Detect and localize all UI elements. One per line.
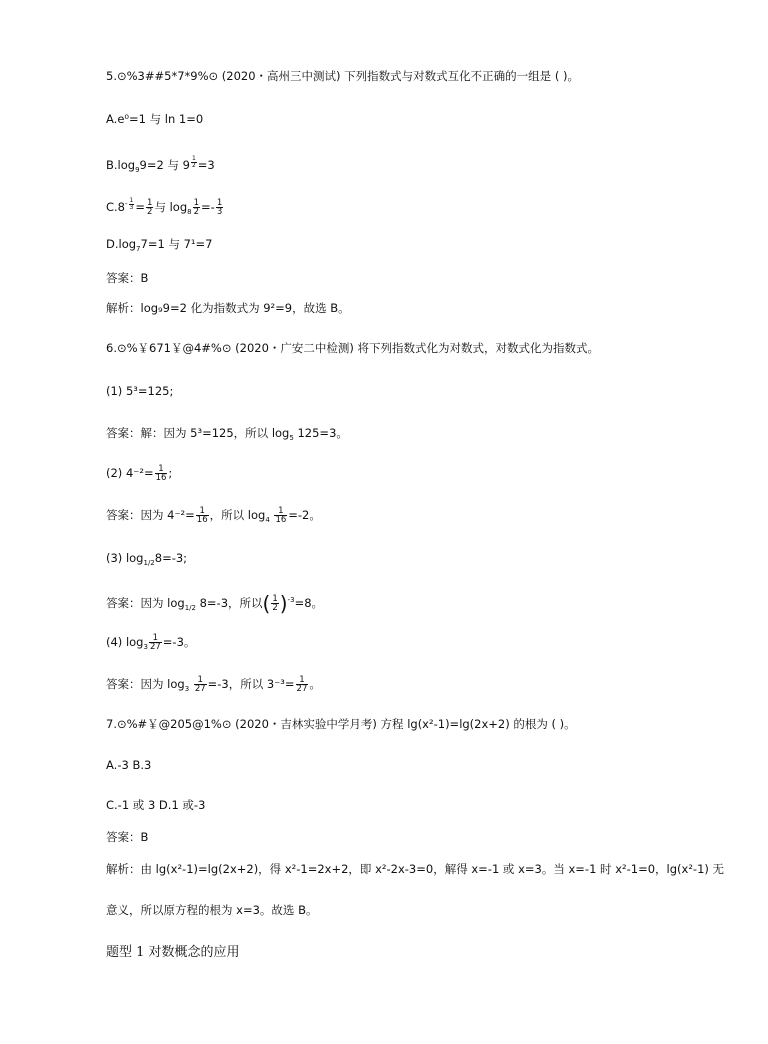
q6-answer-4: 答案：因为 $\log_3$ $\frac{1}{27}$ =-3，所以 3⁻³= $\frac{1}{27}$ 。 (106, 675, 321, 694)
q5-stem: 5.⊙%3##5*7*9%⊙ (2020・高州三中测试) 下列指数式与对数式互化不正确的一组是 ( )。 (106, 69, 579, 83)
q7-options-ab: A.-3 B.3 (106, 758, 152, 772)
q7-stem: 7.⊙%#￥@205@1%⊙ (2020・吉林实验中学月考) 方程 lg(x²-1)=lg(2x+2) 的根为 ( )。 (106, 717, 576, 731)
q5-analysis: 解析：log₉9=2 化为指数式为 9²=9，故选 B。 (106, 301, 350, 315)
q7-analysis-line-1: 解析：由 lg(x²-1)=lg(2x+2)，得 x²-1=2x+2，即 x²-2x-3=0，解得 x=-1 或 x=3。当 x=-1 时 x²-1=0，lg(x²-1) 无 (106, 862, 725, 876)
q6-part-2: (2) 4⁻²= $\frac{1}{16}$ ; (106, 464, 173, 483)
q6-stem: 6.⊙%￥671￥@4#%⊙ (2020・广安二中检测) 将下列指数式化为对数式，对数式化为指数式。 (106, 341, 600, 355)
q5-option-b: $B.\log_99=2$ 与 9 $^{\frac{1}{2}}$ =3 (106, 154, 215, 174)
q7-options-cd: C.-1 或 3 D.1 或-3 (106, 798, 206, 812)
section-heading: 题型 1 对数概念的应用 (106, 945, 240, 960)
q7-analysis-line-2: 意义，所以原方程的根为 x=3。故选 B。 (106, 903, 318, 917)
q6-part-4: (4) $\log_3$ $\frac{1}{27}$ =-3。 (106, 633, 196, 652)
q6-part-3: (3) $\log_{1/2}8=-3$; (106, 551, 188, 567)
q5-option-a: A.e⁰=1 与 ln 1=0 (106, 112, 204, 126)
q7-answer: 答案：B (106, 830, 149, 844)
q6-part-1: (1) 5³=125; (106, 384, 174, 398)
q5-option-c: $C.8^{- \frac{1}{3}}$ = $\frac{1}{2}$ 与 $\log_8$ $\frac{1}{2}$ =- $\frac{1}{3}$ (106, 196, 223, 217)
q6-answer-3: 答案：因为 $\log_{1/2} 8=-3$，所以( $\frac{1}{2}$ )$^{-3}$=8。 (106, 591, 324, 616)
q5-answer: 答案：B (106, 271, 149, 285)
q6-answer-2: 答案：因为 4⁻²= $\frac{1}{16}$ ，所以 $\log_4$ $\frac{1}{16}$ =-2。 (106, 506, 321, 525)
q5-option-d: $D.\log_77=1$ 与 7¹=7 (106, 237, 213, 253)
q6-answer-1: 答案：解：因为 5³=125，所以 $\log_5 125=3$。 (106, 426, 348, 442)
